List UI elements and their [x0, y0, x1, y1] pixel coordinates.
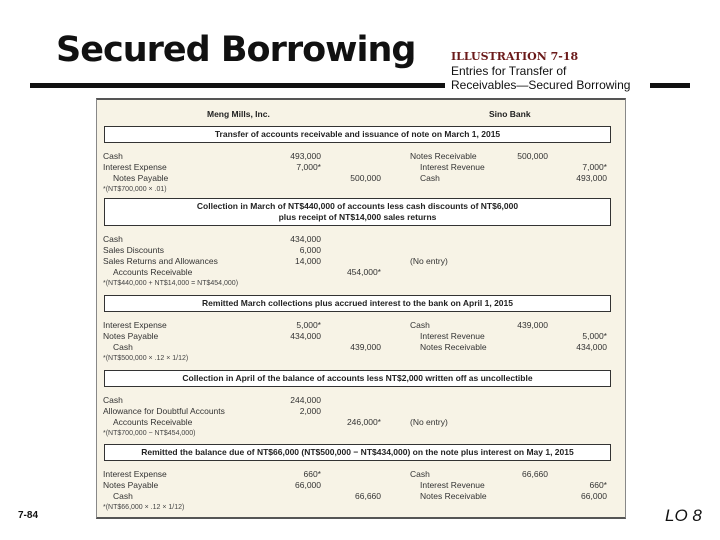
account-name: Cash [103, 395, 123, 405]
computation-note: *(NT$440,000 + NT$14,000 = NT$454,000) [103, 280, 239, 287]
debit-amount: 5,000* [296, 320, 321, 330]
debit-amount: 439,000 [517, 320, 548, 330]
illustration-subtitle [451, 64, 630, 92]
account-name: Cash [420, 173, 440, 183]
computation-note: *(NT$66,000 × .12 × 1/12) [103, 504, 185, 511]
account-name: Cash [410, 320, 430, 330]
credit-amount: 7,000* [582, 162, 607, 172]
account-name: Interest Revenue [420, 162, 485, 172]
account-name: Interest Expense [103, 469, 167, 479]
account-name: Notes Receivable [420, 491, 487, 501]
debit-amount: 2,000 [299, 406, 321, 416]
subtitle-line: Receivables—Secured Borrowing [451, 78, 631, 92]
debit-amount: 66,660 [522, 469, 548, 479]
heading-line: Transfer of accounts receivable and issuance of note on March 1, 2015 [214, 129, 501, 139]
account-name: Cash [113, 342, 133, 352]
heading-line: Remitted March collections plus accrued interest to the bank on April 1, 2015 [202, 298, 513, 308]
account-name: Notes Receivable [420, 342, 487, 352]
computation-note: *(NT$700,000 × .01) [103, 186, 167, 193]
account-name: Cash [103, 234, 123, 244]
computation-note: *(NT$700,000 − NT$454,000) [103, 430, 196, 437]
heading-line: Remitted the balance due of NT$66,000 (NT$500,000 − NT$434,000) on the note plus interest on May 1, 2015 [141, 447, 574, 457]
debit-amount: 7,000* [296, 162, 321, 172]
no-entry-label: (No entry) [410, 417, 448, 427]
subtitle-line: Entries for Transfer of [451, 64, 567, 78]
credit-amount: 434,000 [576, 342, 607, 352]
learning-objective: LO 8 [665, 506, 702, 525]
credit-amount: 493,000 [576, 173, 607, 183]
debit-amount: 500,000 [517, 151, 548, 161]
heading-line: Collection in April of the balance of accounts less NT$2,000 written off as uncollectible [182, 373, 533, 383]
debit-amount: 6,000 [299, 245, 321, 255]
illustration-label: ILLUSTRATION 7-18 [451, 50, 579, 63]
heading-line: Collection in March of NT$440,000 of accounts less cash discounts of NT$6,000 [196, 201, 519, 211]
account-name: Cash [410, 469, 430, 479]
account-name: Accounts Receivable [113, 267, 193, 277]
transaction-heading [104, 370, 611, 387]
credit-amount: 439,000 [350, 342, 381, 352]
account-name: Accounts Receivable [113, 417, 193, 427]
transaction-heading [104, 198, 611, 226]
page-number: 7-84 [18, 510, 39, 521]
credit-amount: 5,000* [582, 331, 607, 341]
debit-amount: 66,000 [295, 480, 321, 490]
account-name: Interest Expense [103, 320, 167, 330]
account-name: Sales Discounts [103, 245, 164, 255]
transaction-heading [104, 444, 611, 461]
account-name: Sales Returns and Allowances [103, 256, 218, 266]
no-entry-label: (No entry) [410, 256, 448, 266]
credit-amount: 660* [589, 480, 607, 490]
company-right: Sino Bank [489, 109, 531, 119]
slide-title: Secured Borrowing [56, 30, 416, 70]
account-name: Notes Payable [103, 480, 159, 490]
account-name: Allowance for Doubtful Accounts [103, 406, 225, 416]
title-rule [30, 83, 445, 88]
account-name: Interest Expense [103, 162, 167, 172]
journal-entries-panel [96, 98, 626, 519]
account-name: Cash [113, 491, 133, 501]
title-rule-right [650, 83, 690, 88]
credit-amount: 66,660 [355, 491, 381, 501]
debit-amount: 434,000 [290, 234, 321, 244]
account-name: Interest Revenue [420, 480, 485, 490]
account-name: Notes Receivable [410, 151, 477, 161]
debit-amount: 244,000 [290, 395, 321, 405]
debit-amount: 660* [303, 469, 321, 479]
debit-amount: 14,000 [295, 256, 321, 266]
account-name: Notes Payable [113, 173, 169, 183]
computation-note: *(NT$500,000 × .12 × 1/12) [103, 355, 189, 362]
credit-amount: 454,000* [346, 267, 381, 277]
credit-amount: 66,000 [581, 491, 607, 501]
transaction-heading [104, 126, 611, 143]
transaction-heading [104, 295, 611, 312]
debit-amount: 493,000 [290, 151, 321, 161]
debit-amount: 434,000 [290, 331, 321, 341]
credit-amount: 500,000 [350, 173, 381, 183]
credit-amount: 246,000* [346, 417, 381, 427]
account-name: Cash [103, 151, 123, 161]
account-name: Notes Payable [103, 331, 159, 341]
company-left: Meng Mills, Inc. [207, 109, 270, 119]
account-name: Interest Revenue [420, 331, 485, 341]
heading-line: plus receipt of NT$14,000 sales returns [278, 212, 437, 222]
